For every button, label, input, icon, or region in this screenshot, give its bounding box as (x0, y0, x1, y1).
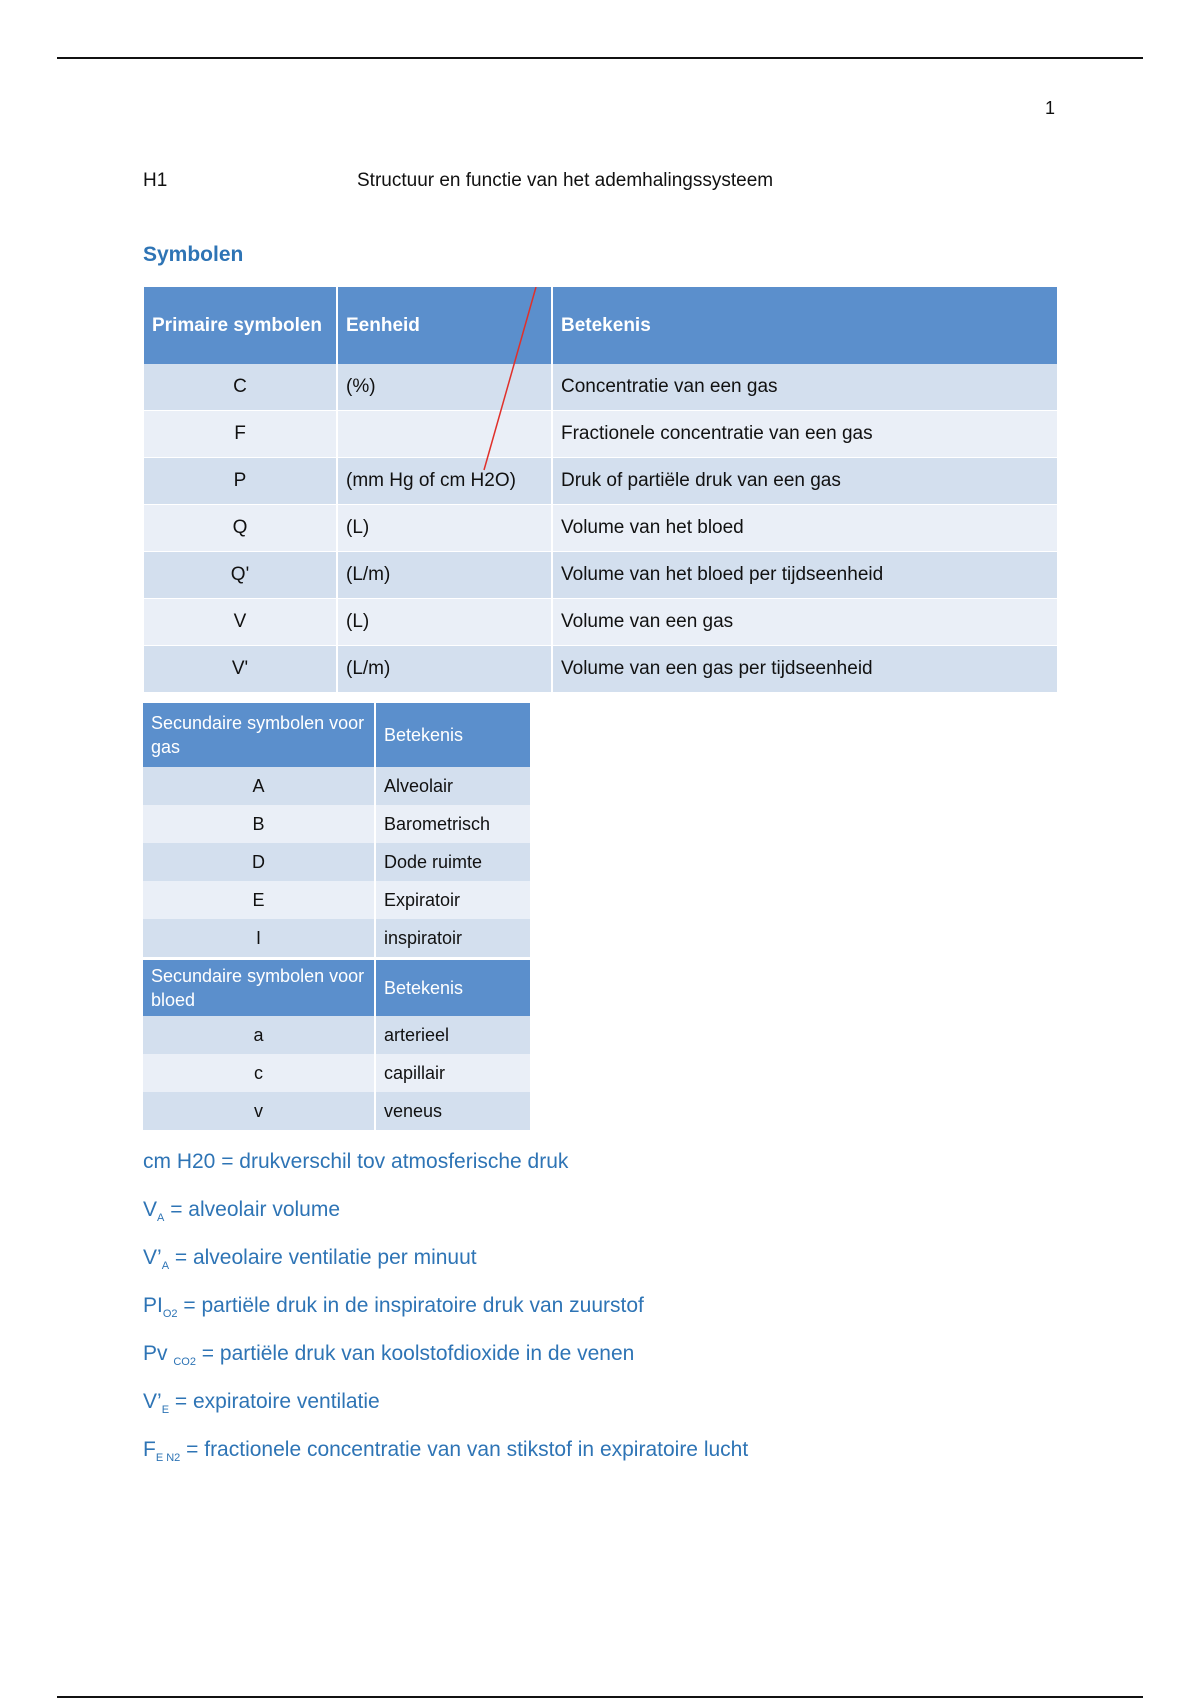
table-row (143, 1054, 530, 1092)
note-line: $V_A$ = alveolair volume (143, 1198, 341, 1225)
table-row (144, 505, 1057, 552)
chapter-label: H1 (143, 170, 168, 191)
chapter-title: Structuur en functie van het ademhalingssysteem (357, 170, 774, 191)
meaning-cell: Dode ruimte (376, 843, 530, 881)
symbol-cell: c (143, 1054, 376, 1092)
symbol-cell: F (144, 411, 338, 458)
column-header: Secundaire symbolen voor bloed (143, 960, 376, 1016)
column-header: Eenheid (338, 287, 553, 364)
note-line: $V’_A$ = alveolaire ventilatie per minuut (143, 1246, 477, 1273)
note-line: $PI_{O2}$ = partiële druk in de inspiratoire druk van zuurstof (143, 1294, 644, 1321)
table-row (143, 805, 530, 843)
meaning-cell: Expiratoir (376, 881, 530, 919)
symbol-cell: Q' (144, 552, 338, 599)
column-header: Betekenis (376, 960, 530, 1016)
symbol-cell: v (143, 1092, 376, 1130)
table-header-row (143, 703, 530, 767)
table-row (144, 552, 1057, 599)
meaning-cell: capillair (376, 1054, 530, 1092)
unit-cell: (mm Hg of cm H2O) (338, 458, 553, 505)
unit-cell: (%) (338, 364, 553, 411)
primary-symbols-table (144, 287, 1057, 693)
table-row (144, 458, 1057, 505)
table-row (144, 599, 1057, 646)
symbol-cell: I (143, 919, 376, 957)
meaning-cell: arterieel (376, 1016, 530, 1054)
symbol-cell: B (143, 805, 376, 843)
table-row (143, 767, 530, 805)
section-title: Symbolen (143, 243, 244, 266)
blood-symbols-table (143, 960, 530, 1130)
red-pen-mark (480, 287, 560, 472)
table-row (144, 364, 1057, 411)
meaning-cell: Volume van een gas (553, 599, 1057, 646)
symbol-notes (143, 1150, 748, 1486)
column-header: Betekenis (376, 703, 530, 767)
meaning-cell: Barometrisch (376, 805, 530, 843)
column-header: Secundaire symbolen voor gas (143, 703, 376, 767)
table-row (144, 411, 1057, 458)
unit-cell: (L) (338, 505, 553, 552)
table-row (143, 843, 530, 881)
note-line: $F_{E N2}$ = fractionele concentratie van van stikstof in expiratoire lucht (143, 1438, 749, 1465)
meaning-cell: veneus (376, 1092, 530, 1130)
column-header: Primaire symbolen (144, 287, 338, 364)
gas-symbols-table (143, 703, 530, 957)
symbol-cell: V' (144, 646, 338, 693)
page-number: 1 (1045, 98, 1056, 118)
table-row (143, 1092, 530, 1130)
meaning-cell: Alveolair (376, 767, 530, 805)
note-line: cm H20 = drukverschil tov atmosferische druk (143, 1150, 569, 1173)
symbol-cell: a (143, 1016, 376, 1054)
symbol-cell: D (143, 843, 376, 881)
meaning-cell: Volume van het bloed (553, 505, 1057, 552)
unit-cell: (L/m) (338, 552, 553, 599)
meaning-cell: inspiratoir (376, 919, 530, 957)
symbol-cell: A (143, 767, 376, 805)
meaning-cell: Volume van het bloed per tijdseenheid (553, 552, 1057, 599)
symbol-cell: Q (144, 505, 338, 552)
unit-cell: (L/m) (338, 646, 553, 693)
table-row (144, 646, 1057, 693)
bottom-rule (57, 1696, 1143, 1698)
symbol-cell: P (144, 458, 338, 505)
table-row (143, 881, 530, 919)
note-line: $V’_E$ = expiratoire ventilatie (143, 1390, 380, 1417)
symbol-cell: E (143, 881, 376, 919)
meaning-cell: Concentratie van een gas (553, 364, 1057, 411)
note-line: Pv $_{CO2}$ = partiële druk van koolstofdioxide in de venen (143, 1342, 635, 1369)
table-row (143, 1016, 530, 1054)
meaning-cell: Volume van een gas per tijdseenheid (553, 646, 1057, 693)
symbol-cell: C (144, 364, 338, 411)
table-header-row (143, 960, 530, 1016)
table-header-row (144, 287, 1057, 364)
meaning-cell: Fractionele concentratie van een gas (553, 411, 1057, 458)
top-rule (57, 57, 1143, 59)
unit-cell: (L) (338, 599, 553, 646)
symbol-cell: V (144, 599, 338, 646)
meaning-cell: Druk of partiële druk van een gas (553, 458, 1057, 505)
column-header: Betekenis (553, 287, 1057, 364)
table-row (143, 919, 530, 957)
